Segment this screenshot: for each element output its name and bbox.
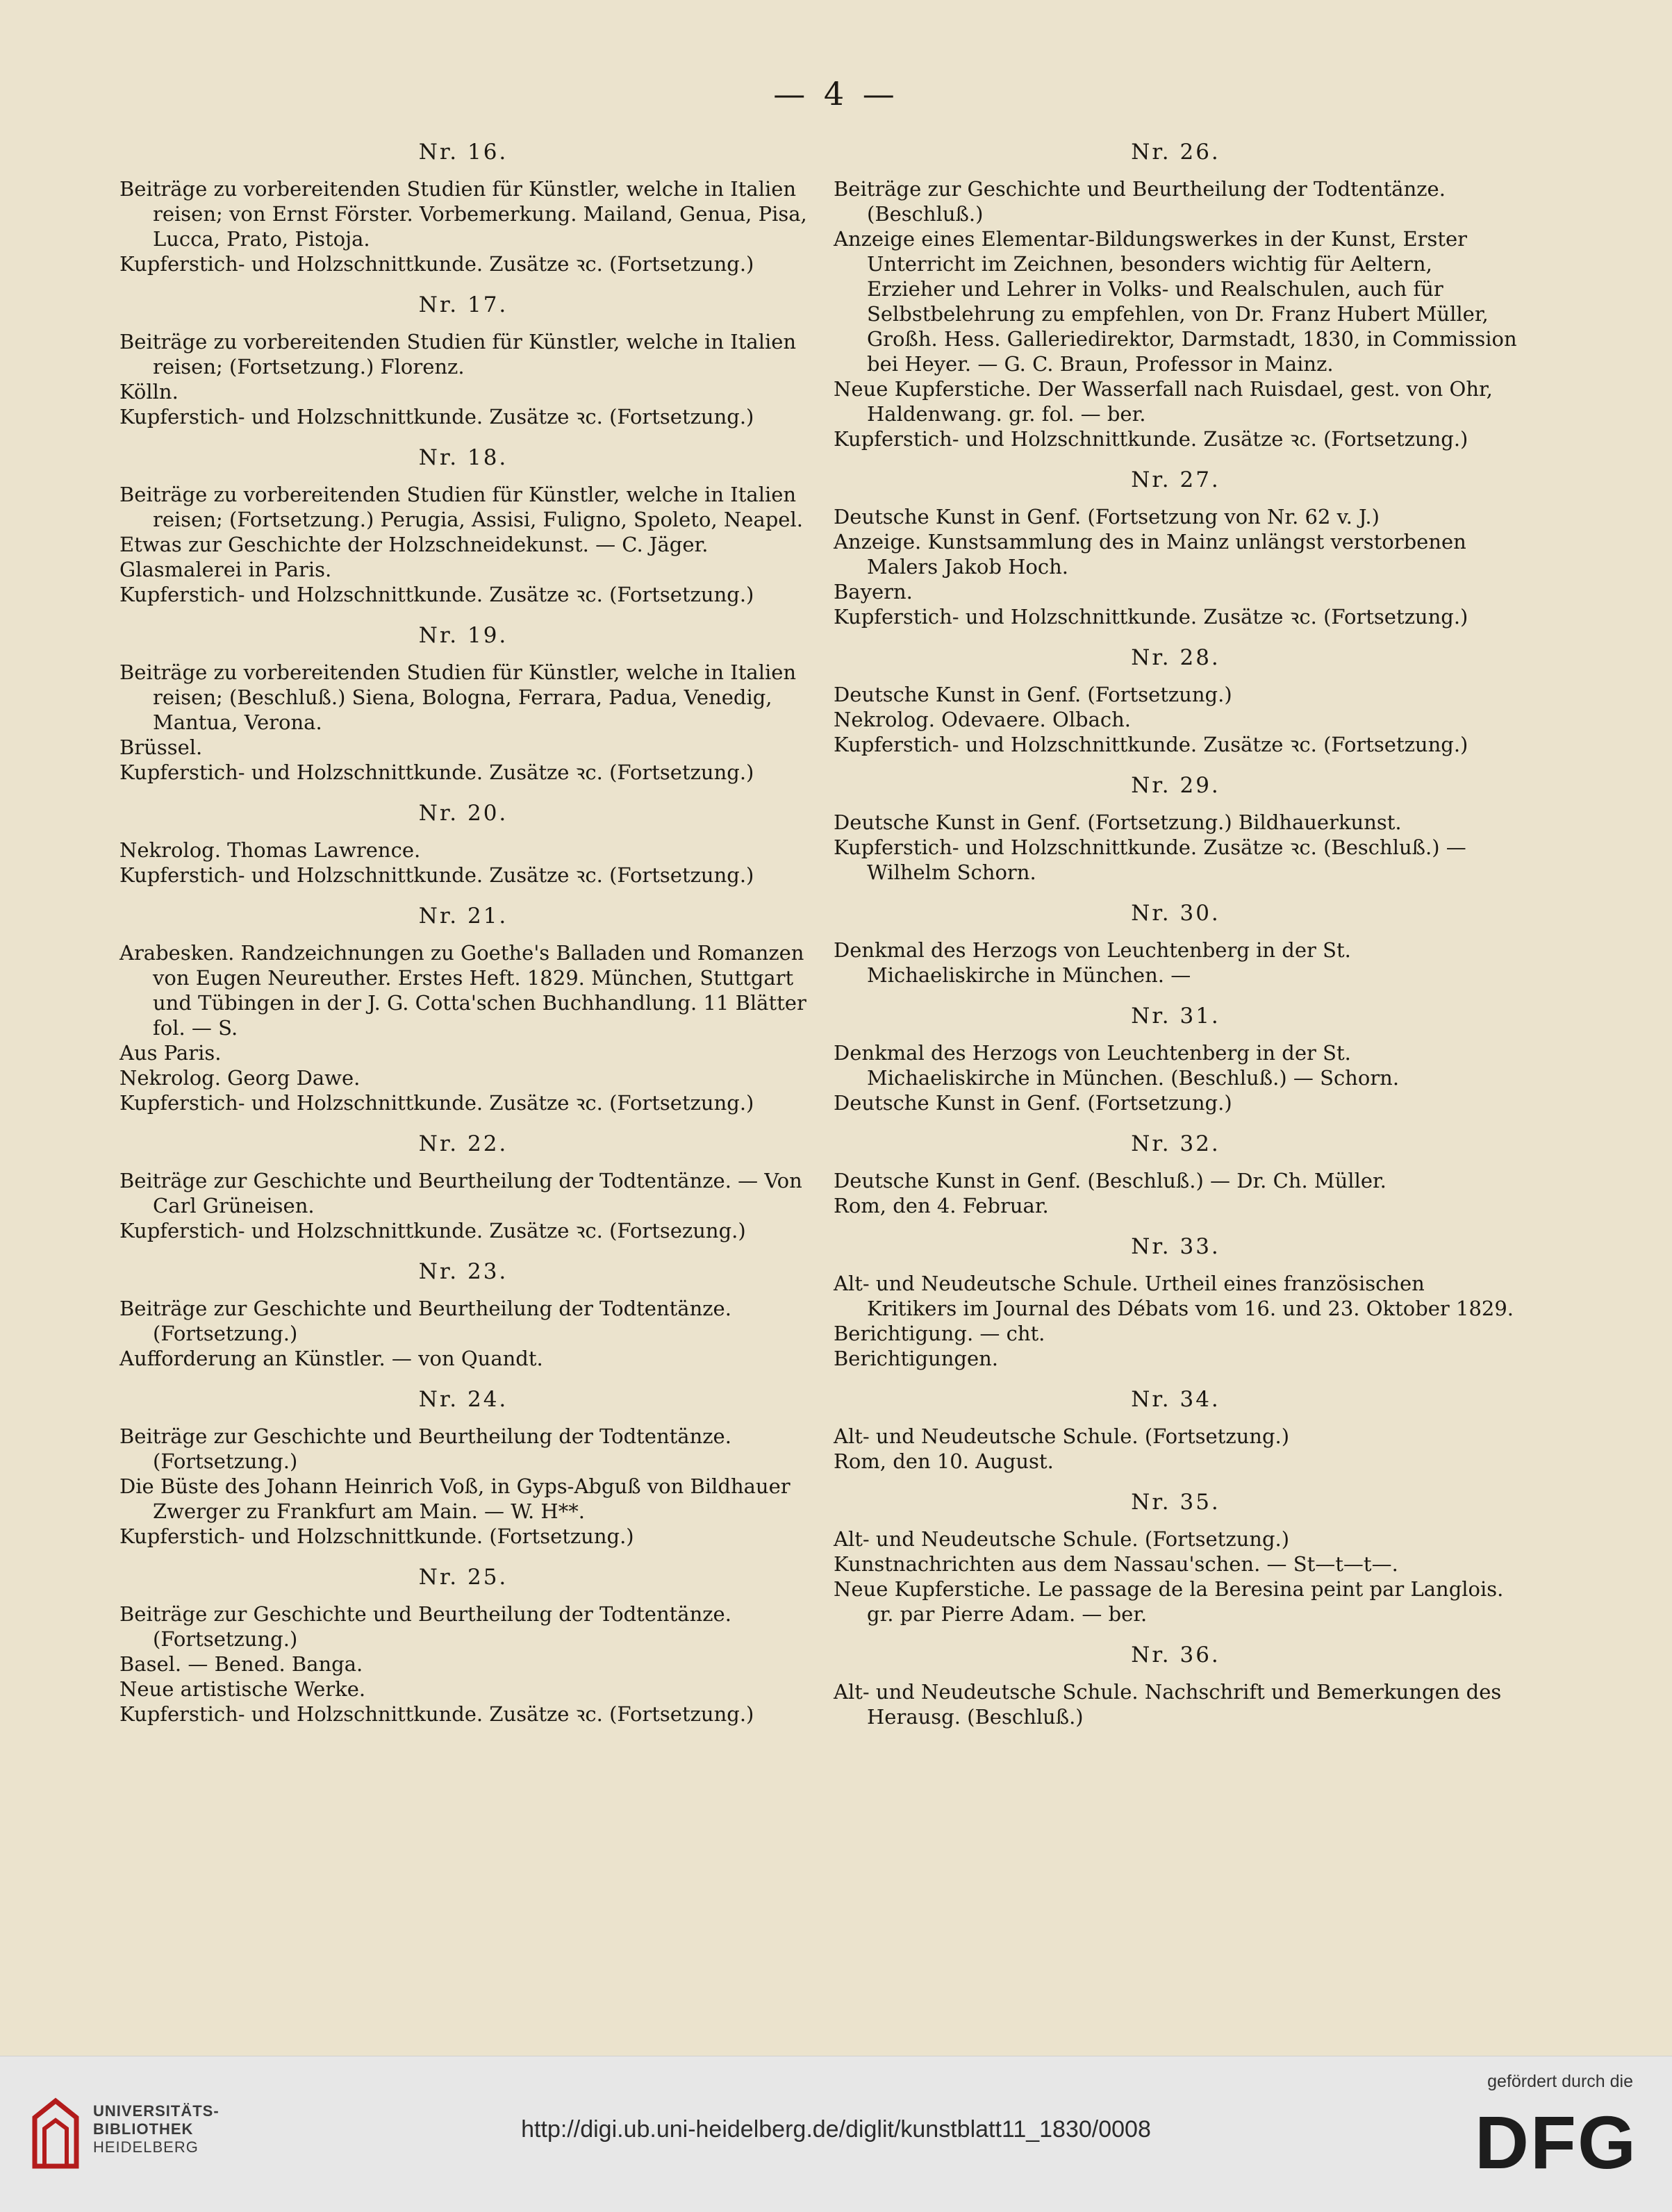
issue-heading: Nr. 17.	[418, 292, 508, 317]
issue-heading: Nr. 19.	[418, 623, 508, 648]
contents-entry: Arabesken. Randzeichnungen zu Goethe's Balladen und Romanzen von Eugen Neureuther. Erstes Heft. 1829. München, Stuttgart und Tübingen in der J. G. Cotta'schen Buchhandlung. 11 Blätter fol. — S.	[119, 941, 806, 1040]
issue-block	[119, 903, 807, 1115]
issue-heading: Nr. 16.	[418, 140, 508, 165]
issue-block	[834, 772, 1518, 885]
contents-entry: Kupferstich- und Holzschnittkunde. Zusätze ꝛc. (Fortsetzung.)	[834, 733, 1468, 756]
contents-entry: Alt- und Neudeutsche Schule. (Fortsetzung.)	[834, 1527, 1290, 1551]
issue-block	[834, 1642, 1518, 1729]
contents-entry: Deutsche Kunst in Genf. (Fortsetzung.) Bildhauerkunst.	[834, 810, 1402, 834]
contents-entry: Kupferstich- und Holzschnittkunde. Zusätze ꝛc. (Fortsetzung.)	[119, 863, 754, 887]
issue-block	[119, 139, 807, 276]
contents-entry: Beiträge zur Geschichte und Beurtheilung der Todtentänze. — Von Carl Grüneisen.	[119, 1169, 802, 1217]
contents-entry: Beiträge zur Geschichte und Beurtheilung der Todtentänze. (Fortsetzung.)	[119, 1602, 731, 1651]
issue-heading: Nr. 18.	[418, 445, 508, 470]
contents-entry: Kupferstich- und Holzschnittkunde. Zusätze ꝛc. (Beschluß.) — Wilhelm Schorn.	[834, 835, 1466, 884]
issue-block	[834, 900, 1518, 988]
issue-block	[834, 1131, 1518, 1218]
issue-heading: Nr. 23.	[418, 1259, 508, 1284]
contents-entry: Beiträge zu vorbereitenden Studien für Künstler, welche in Italien reisen; (Fortsetzung.) Florenz.	[119, 330, 797, 379]
left-column	[119, 139, 807, 1742]
contents-entry: Kölln.	[119, 380, 179, 404]
issue-heading: Nr. 33.	[1131, 1234, 1220, 1259]
library-name-line-3: HEIDELBERG	[93, 2138, 199, 2156]
contents-entry: Kupferstich- und Holzschnittkunde. Zusätze ꝛc. (Fortsetzung.)	[119, 760, 754, 784]
issue-heading: Nr. 21.	[418, 904, 508, 929]
page-number: — 4 —	[773, 75, 899, 113]
right-column	[834, 139, 1518, 1745]
contents-entry: Kunstnachrichten aus dem Nassau'schen. — St—t—t—.	[834, 1552, 1398, 1576]
issue-heading: Nr. 29.	[1131, 773, 1220, 798]
contents-entry: Beiträge zu vorbereitenden Studien für Künstler, welche in Italien reisen; (Fortsetzung.) Perugia, Assisi, Fuligno, Spoleto, Neapel.	[119, 483, 803, 531]
contents-entry: Die Büste des Johann Heinrich Voß, in Gyps-Abguß von Bildhauer Zwerger zu Frankfurt am Main. — W. H**.	[119, 1474, 791, 1523]
permalink-url[interactable]: http://digi.ub.uni-heidelberg.de/diglit/kunstblatt11_1830/0008	[521, 2116, 1151, 2143]
contents-entry: Aus Paris.	[119, 1041, 222, 1065]
contents-entry: Beiträge zu vorbereitenden Studien für Künstler, welche in Italien reisen; von Ernst Förster. Vorbemerkung. Mailand, Genua, Pisa, Lucca, Prato, Pistoja.	[119, 177, 807, 251]
issue-heading: Nr. 35.	[1131, 1490, 1220, 1515]
issue-heading: Nr. 25.	[418, 1565, 508, 1590]
issue-block	[119, 1258, 807, 1371]
contents-entry: Nekrolog. Georg Dawe.	[119, 1066, 361, 1090]
issue-block	[119, 800, 807, 888]
contents-entry: Basel. — Bened. Banga.	[119, 1652, 363, 1676]
issue-heading: Nr. 27.	[1131, 467, 1220, 492]
contents-entry: Berichtigung. — cht.	[834, 1322, 1045, 1345]
funded-by-label: gefördert durch die	[1487, 2072, 1633, 2091]
issue-heading: Nr. 34.	[1131, 1387, 1220, 1412]
contents-entry: Kupferstich- und Holzschnittkunde. Zusätze ꝛc. (Fortsetzung.)	[119, 1091, 754, 1115]
issue-heading: Nr. 32.	[1131, 1131, 1220, 1156]
contents-entry: Kupferstich- und Holzschnittkunde. Zusätze ꝛc. (Fortsetzung.)	[119, 252, 754, 276]
contents-entry: Bayern.	[834, 580, 913, 604]
digitization-footer	[0, 2056, 1672, 2212]
issue-heading: Nr. 31.	[1131, 1004, 1220, 1029]
issue-block	[834, 1003, 1518, 1115]
contents-entry: Etwas zur Geschichte der Holzschneidekunst. — C. Jäger.	[119, 533, 709, 556]
contents-entry: Kupferstich- und Holzschnittkunde. (Fortsetzung.)	[119, 1524, 634, 1548]
contents-entry: Kupferstich- und Holzschnittkunde. Zusätze ꝛc. (Fortsetzung.)	[119, 583, 754, 606]
contents-entry: Beiträge zur Geschichte und Beurtheilung der Todtentänze. (Beschluß.)	[834, 177, 1446, 226]
contents-entry: Glasmalerei in Paris.	[119, 558, 332, 581]
issue-block	[834, 1233, 1518, 1371]
contents-entry: Anzeige eines Elementar-Bildungswerkes in der Kunst, Erster Unterricht im Zeichnen, besonders wichtig für Aeltern, Erzieher und Lehrer in Volks- und Realschulen, auch für Selbstbelehrung zu empfehlen, von Dr. Franz Hubert Müller, Großh. Hess. Galleriedirektor, Darmstadt, 1830, in Commission bei Heyer. — G. C. Braun, Professor in Mainz.	[834, 227, 1517, 376]
contents-entry: Rom, den 4. Februar.	[834, 1194, 1049, 1217]
issue-heading: Nr. 30.	[1131, 901, 1220, 926]
issue-block	[834, 645, 1518, 757]
contents-entry: Neue Kupferstiche. Der Wasserfall nach Ruisdael, gest. von Ohr, Haldenwang. gr. fol. — ber.	[834, 377, 1493, 426]
issue-heading: Nr. 22.	[418, 1131, 508, 1156]
issue-heading: Nr. 36.	[1131, 1643, 1220, 1668]
contents-entry: Berichtigungen.	[834, 1347, 998, 1370]
contents-entry: Beiträge zu vorbereitenden Studien für Künstler, welche in Italien reisen; (Beschluß.) Siena, Bologna, Ferrara, Padua, Venedig, Mantua, Verona.	[119, 660, 797, 734]
contents-entry: Deutsche Kunst in Genf. (Fortsetzung.)	[834, 683, 1232, 706]
issue-block	[119, 1564, 807, 1727]
contents-entry: Alt- und Neudeutsche Schule. (Fortsetzung.)	[834, 1424, 1290, 1448]
contents-entry: Kupferstich- und Holzschnittkunde. Zusätze ꝛc. (Fortsetzung.)	[119, 405, 754, 429]
contents-entry: Neue Kupferstiche. Le passage de la Beresina peint par Langlois. gr. par Pierre Adam. — ber.	[834, 1577, 1504, 1626]
contents-entry: Deutsche Kunst in Genf. (Fortsetzung von Nr. 62 v. J.)	[834, 505, 1380, 529]
library-name-line-2: BIBLIOTHEK	[93, 2120, 194, 2138]
contents-entry: Brüssel.	[119, 735, 203, 759]
contents-entry: Nekrolog. Odevaere. Olbach.	[834, 708, 1132, 731]
issue-block	[834, 1386, 1518, 1474]
contents-entry: Denkmal des Herzogs von Leuchtenberg in der St. Michaeliskirche in München. (Beschluß.) — Schorn.	[834, 1041, 1400, 1090]
issue-block	[834, 139, 1518, 451]
contents-entry: Alt- und Neudeutsche Schule. Nachschrift und Bemerkungen des Herausg. (Beschluß.)	[834, 1680, 1502, 1729]
issue-block	[834, 467, 1518, 629]
contents-entry: Denkmal des Herzogs von Leuchtenberg in der St. Michaeliskirche in München. —	[834, 938, 1351, 987]
dfg-logo[interactable]: DFG	[1475, 2100, 1637, 2184]
issue-heading: Nr. 28.	[1131, 645, 1220, 670]
contents-entry: Aufforderung an Künstler. — von Quandt.	[119, 1347, 543, 1370]
contents-entry: Kupferstich- und Holzschnittkunde. Zusätze ꝛc. (Fortsetzung.)	[834, 605, 1468, 629]
contents-entry: Rom, den 10. August.	[834, 1449, 1054, 1473]
issue-block	[119, 622, 807, 785]
issue-heading: Nr. 26.	[1131, 140, 1220, 165]
issue-heading: Nr. 20.	[418, 801, 508, 826]
contents-entry: Kupferstich- und Holzschnittkunde. Zusätze ꝛc. (Fortsetzung.)	[834, 427, 1468, 451]
contents-entry: Deutsche Kunst in Genf. (Fortsetzung.)	[834, 1091, 1232, 1115]
issue-block	[119, 444, 807, 607]
contents-entry: Beiträge zur Geschichte und Beurtheilung der Todtentänze. (Fortsetzung.)	[119, 1424, 731, 1473]
issue-block	[119, 1386, 807, 1549]
library-name-line-1: UNIVERSITÄTS-	[93, 2102, 220, 2120]
contents-entry: Kupferstich- und Holzschnittkunde. Zusätze ꝛc. (Fortsezung.)	[119, 1219, 746, 1242]
contents-entry: Neue artistische Werke.	[119, 1677, 366, 1701]
contents-entry: Beiträge zur Geschichte und Beurtheilung der Todtentänze. (Fortsetzung.)	[119, 1297, 731, 1345]
contents-entry: Nekrolog. Thomas Lawrence.	[119, 838, 421, 862]
contents-entry: Alt- und Neudeutsche Schule. Urtheil eines französischen Kritikers im Journal des Débats vom 16. und 23. Oktober 1829.	[834, 1272, 1514, 1320]
issue-heading: Nr. 24.	[418, 1387, 508, 1412]
issue-block	[119, 292, 807, 429]
issue-block	[119, 1131, 807, 1243]
contents-entry: Deutsche Kunst in Genf. (Beschluß.) — Dr. Ch. Müller.	[834, 1169, 1387, 1192]
contents-entry: Kupferstich- und Holzschnittkunde. Zusätze ꝛc. (Fortsetzung.)	[119, 1702, 754, 1726]
issue-block	[834, 1489, 1518, 1627]
contents-entry: Anzeige. Kunstsammlung des in Mainz unlängst verstorbenen Malers Jakob Hoch.	[834, 530, 1466, 579]
